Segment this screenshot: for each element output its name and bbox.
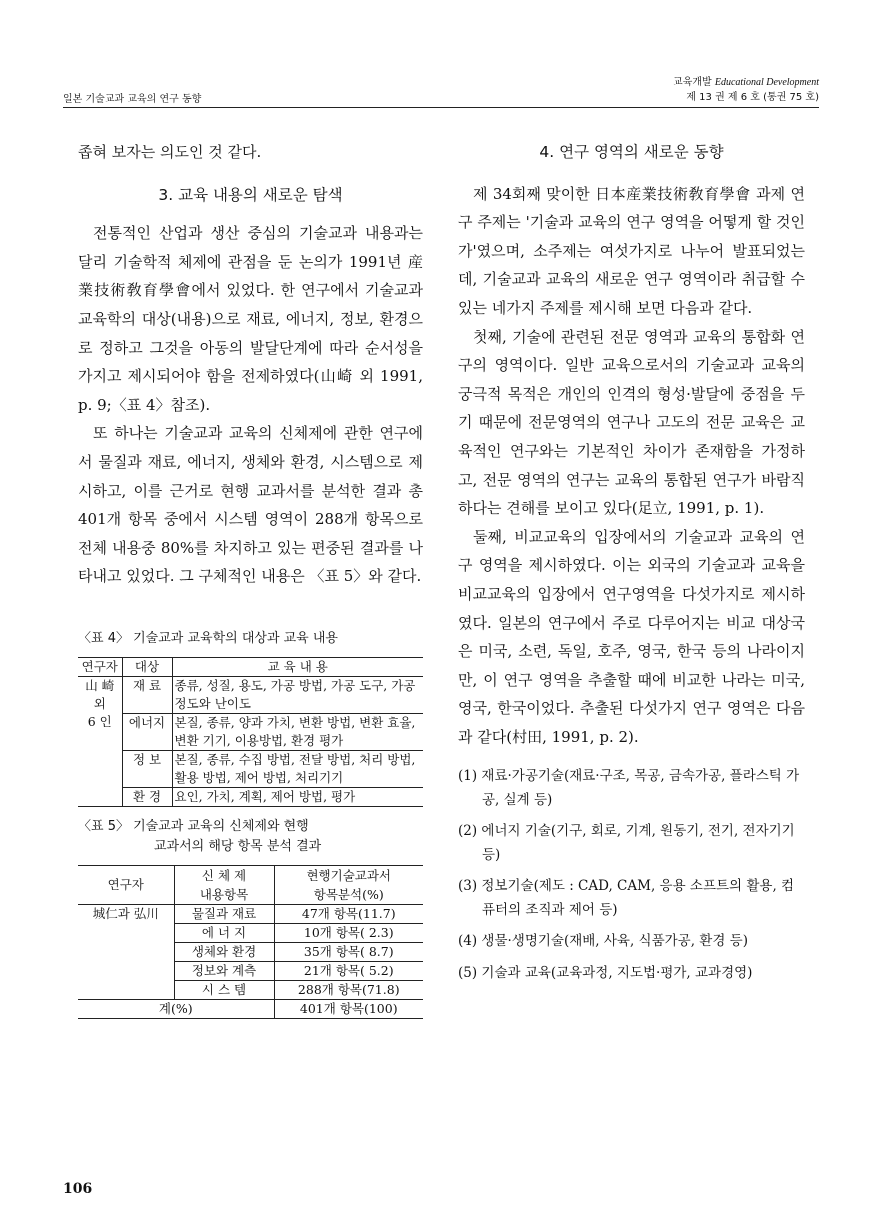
paragraph: 첫째, 기술에 관련된 전문 영역과 교육의 통합화 연구의 영역이다. 일반 교육으로서의 기술교과 교육의 궁극적 목적은 개인의 인격의 형성·발달에 중점을 두기 때문에 전문영역의 연구나 고도의 전문 교육은 교육적인 연구와는 기본적인 차이가 존재함을 가정하고, 전문 영역의 연구는 교육의 통합된 연구가 바람직하다는 견해를 보이고 있다(足立, 1991, p. 1). xyxy=(458,327,805,518)
value-cell: 21개 항목( 5.2) xyxy=(274,961,423,980)
item-cell: 생체와 환경 xyxy=(174,942,274,961)
table-4 xyxy=(78,657,423,807)
target-cell: 정 보 xyxy=(122,750,172,787)
researcher-line: 山 崎 xyxy=(85,677,115,693)
target-cell: 환 경 xyxy=(122,787,172,806)
table-header: 대상 xyxy=(122,657,172,676)
total-label-cell: 계(%) xyxy=(78,999,274,1018)
item-cell: 물질과 재료 xyxy=(174,904,274,923)
table-header: 연구자 xyxy=(78,657,122,676)
caption-line: 〈표 5〉 기술교과 교육의 신체제와 현행 xyxy=(78,818,309,834)
journal-name-ko: 교육개발 xyxy=(673,77,712,88)
list-item: (3) 정보기술(제도 : CAD, CAM, 응용 소프트의 활용, 컴퓨터의 조직과 제어 등) xyxy=(458,878,795,918)
researcher-line: 6 인 xyxy=(87,713,112,729)
research-area-list xyxy=(458,765,805,985)
running-header-right xyxy=(673,75,819,105)
table-header: 연구자 xyxy=(78,865,174,904)
table-header: 교 육 내 용 xyxy=(172,657,423,676)
list-item: (5) 기술과 교육(교육과정, 지도법·평가, 교과경영) xyxy=(458,964,753,981)
content-cell: 본질, 종류, 양과 가치, 변환 방법, 변환 효율, 변환 기기, 이용방법, 환경 평가 xyxy=(172,713,423,750)
researcher-cell xyxy=(78,676,122,806)
header-rule xyxy=(63,107,819,108)
paragraph: 제 34회째 맞이한 日本産業技術敎育學會 과제 연구 주제는 '기술과 교육의 연구 영역을 어떻게 할 것인가'였으며, 소주제는 여섯가지로 나누어 발표되었는데, 기술교과 교육의 새로운 연구 영역이라 취급할 수 있는 네가지 주제를 제시해 보면 다음과 같다. xyxy=(458,184,805,317)
section-heading: 4. 연구 영역의 새로운 동향 xyxy=(539,143,724,161)
paragraph: 둘째, 비교교육의 입장에서의 기술교과 교육의 연구 영역을 제시하였다. 이는 외국의 기술교과 교육을 비교교육의 입장에서 연구영역을 다섯가지로 제시하였다. 일본의 연구에서 주로 다루어지는 비교 대상국은 미국, 소련, 독일, 호주, 영국, 한국 등의 나라이지만, 이 연구 영역을 추출할 때에 비교한 나라는 미국, 영국, 한국이었다. 추출된 다섯가지 연구 영역은 다음과 같다(村田, 1991, p. 2). xyxy=(458,527,805,746)
paragraph: 전통적인 산업과 생산 중심의 기술교과 내용과는 달리 기술학적 체제에 관점을 둔 논의가 1991년 産業技術敎育學會에서 있었다. 한 연구에서 기술교과 교육학의 대상(내용)으로 재료, 에너지, 정보, 환경으로 정하고 그것을 아동의 발달단계에 따라 순서성을 가지고 제시되어야 함을 전제하였다(山崎 외 1991, p. 9;〈표 4〉참조). xyxy=(78,224,423,414)
left-column xyxy=(78,138,423,1019)
journal-name-en: Educational Development xyxy=(714,77,819,88)
page-number: 106 xyxy=(63,1181,93,1197)
table-header: 현행기술교과서 항목분석(%) xyxy=(274,865,423,904)
content-cell: 요인, 가치, 계획, 제어 방법, 평가 xyxy=(172,787,423,806)
list-item: (4) 생물·생명기술(재배, 사육, 식품가공, 환경 등) xyxy=(458,933,748,950)
value-cell: 35개 항목( 8.7) xyxy=(274,942,423,961)
paragraph: 좁혀 보자는 의도인 것 같다. xyxy=(78,143,262,161)
running-header-left: 일본 기술교과 교육의 연구 동향 xyxy=(63,94,202,105)
researcher-line: 외 xyxy=(93,695,106,711)
item-cell: 시 스 템 xyxy=(174,980,274,999)
table-header: 신 체 제 내용항목 xyxy=(174,865,274,904)
target-cell: 에너지 xyxy=(122,713,172,750)
total-value-cell: 401개 항목(100) xyxy=(274,999,423,1018)
table-caption xyxy=(78,817,423,857)
item-cell: 정보와 계측 xyxy=(174,961,274,980)
list-item: (2) 에너지 기술(기구, 회로, 기계, 원동기, 전기, 전자기기 등) xyxy=(458,823,795,863)
journal-issue: 제 13 권 제 6 호 (통권 75 호) xyxy=(686,92,819,103)
value-cell: 288개 항목(71.8) xyxy=(274,980,423,999)
value-cell: 47개 항목(11.7) xyxy=(301,905,396,921)
table-caption: 〈표 4〉 기술교과 교육학의 대상과 교육 내용 xyxy=(78,630,338,646)
caption-line: 교과서의 해당 항목 분석 결과 xyxy=(154,838,322,854)
content-cell: 본질, 종류, 수집 방법, 전달 방법, 처리 방법, 활용 방법, 제어 방법, 처리기기 xyxy=(172,750,423,787)
list-item: (1) 재료·가공기술(재료·구조, 목공, 금속가공, 플라스틱 가공, 실계 등) xyxy=(458,768,800,808)
right-column xyxy=(458,138,805,993)
paragraph: 또 하나는 기술교과 교육의 신체제에 관한 연구에서 물질과 재료, 에너지, 생체와 환경, 시스템으로 제시하고, 이를 근거로 현행 교과서를 분석한 결과 총 401개 항목 중에서 시스템 영역이 288개 항목으로 전체 내용중 80%를 차지하고 있는 편중된 결과를 나타내고 있었다. 그 구체적인 내용은 〈표 5〉와 같다. xyxy=(78,424,423,586)
table-5 xyxy=(78,865,423,1019)
item-cell: 에 너 지 xyxy=(174,923,274,942)
researcher-cell: 城仁과 弘川 xyxy=(78,904,174,999)
value-cell: 10개 항목( 2.3) xyxy=(274,923,423,942)
section-heading: 3. 교육 내용의 새로운 탐색 xyxy=(158,185,343,204)
target-cell: 재 료 xyxy=(122,676,172,713)
content-cell: 종류, 성질, 용도, 가공 방법, 가공 도구, 가공 정도와 난이도 xyxy=(174,677,416,711)
